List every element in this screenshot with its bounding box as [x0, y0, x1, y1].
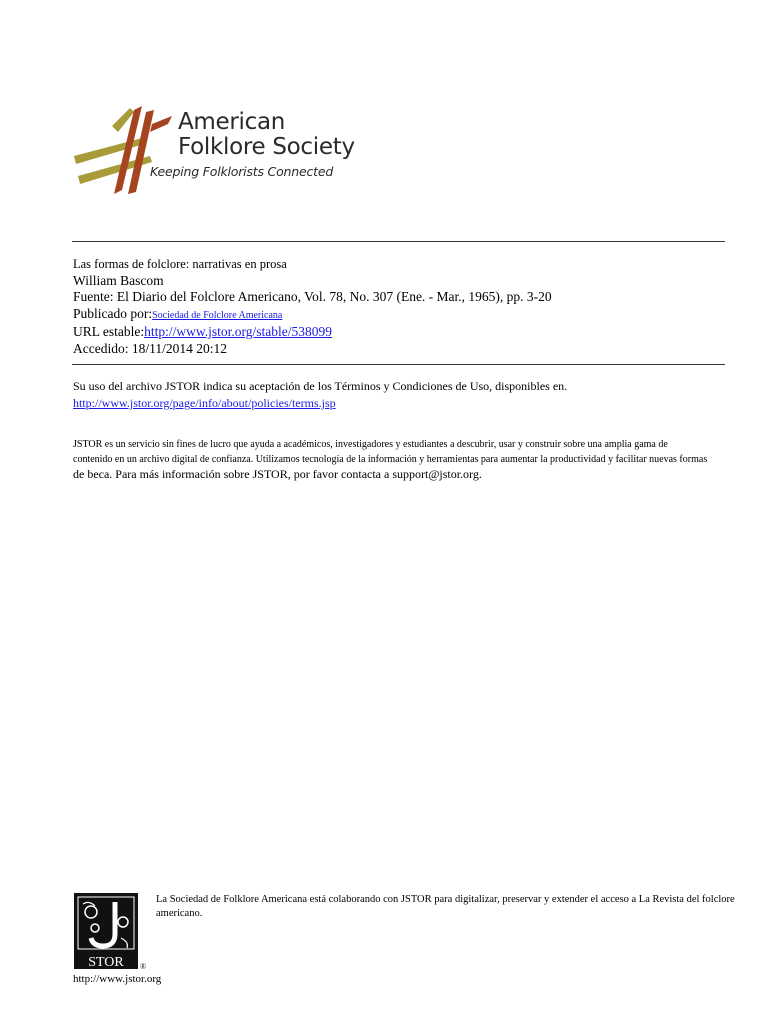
divider-top — [72, 241, 725, 242]
jstor-logo-text: STOR — [88, 955, 124, 970]
article-accessed: Accedido: 18/11/2014 20:12 — [73, 340, 227, 356]
footer-collaboration-text: La Sociedad de Folklore Americana está colaborando con JSTOR para digitalizar, preservar y extender el acceso a La Revista del folclore americano. — [156, 894, 735, 919]
terms-notice — [73, 378, 723, 412]
jstor-about — [73, 437, 741, 482]
article-metadata — [73, 256, 723, 357]
afs-logo-title — [178, 110, 355, 160]
article-author: William Bascom — [73, 272, 164, 288]
about-line-1: JSTOR es un servicio sin fines de lucro que ayuda a académicos, investigadores y estudiantes a descubrir, usar y construir sobre una amplia gama de — [73, 439, 668, 450]
afs-logo — [72, 104, 372, 196]
terms-text: Su uso del archivo JSTOR indica su aceptación de los Términos y Condiciones de Uso, disponibles en. — [73, 379, 568, 393]
published-by-label: Publicado por: — [73, 305, 153, 321]
footer-jstor-link[interactable]: http://www.jstor.org — [73, 973, 162, 985]
afs-logo-mark-icon — [72, 104, 176, 196]
publisher-link[interactable]: Sociedad de Folclore Americana — [152, 309, 283, 321]
terms-link[interactable]: http://www.jstor.org/page/info/about/policies/terms.jsp — [73, 396, 336, 410]
about-line-2: contenido en un archivo digital de confianza. Utilizamos tecnología de la información y herramientas para aumentar la productividad y facilitar nuevas formas — [73, 454, 708, 465]
jstor-logo-mark: ® — [140, 962, 147, 971]
article-source: Fuente: El Diario del Folclore Americano, Vol. 78, No. 307 (Ene. - Mar., 1965), pp. 3-20 — [73, 289, 552, 304]
afs-logo-tagline: Keeping Folklorists Connected — [150, 164, 334, 179]
divider-bottom — [72, 364, 725, 365]
about-line-3: de beca. Para más información sobre JSTOR, por favor contacta a support@jstor.org. — [73, 467, 482, 481]
stable-url-label: URL estable: — [73, 324, 145, 339]
article-stable-url-row — [73, 324, 723, 341]
afs-logo-title-line2: Folklore Society — [178, 134, 355, 160]
afs-logo-title-line1: American — [178, 109, 286, 135]
article-title: Las formas de folclore: narrativas en prosa — [73, 257, 287, 271]
article-publisher-row — [73, 306, 723, 325]
stable-url-link[interactable]: http://www.jstor.org/stable/538099 — [144, 324, 332, 339]
jstor-logo-icon — [73, 892, 149, 974]
